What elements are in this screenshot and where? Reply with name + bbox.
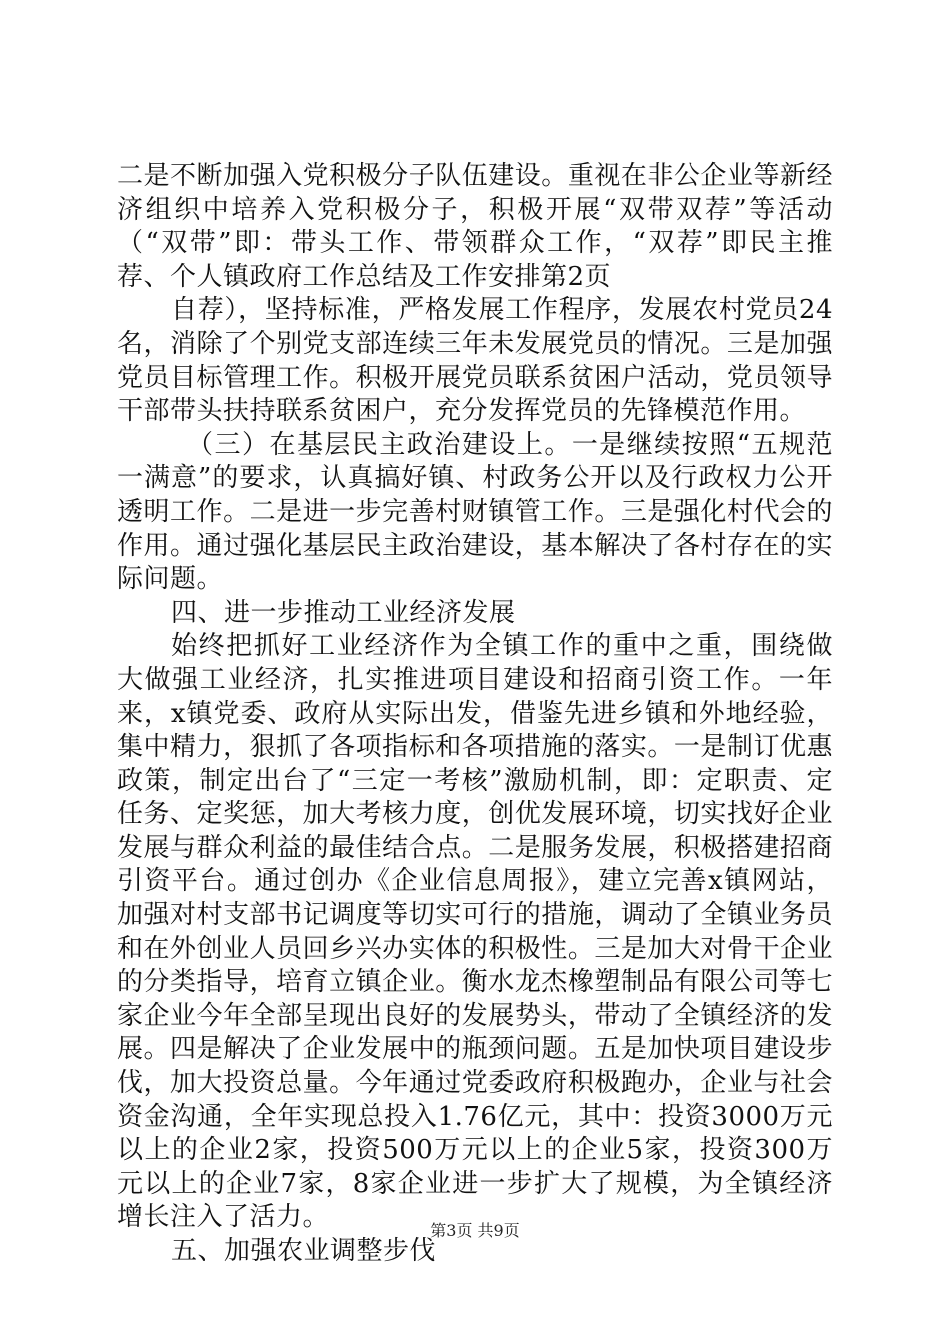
- paragraph-industry: 始终把抓好工业经济作为全镇工作的重中之重，围绕做大做强工业经济，扎实推进项目建设和招商引资工作。一年来，x镇党委、政府从实际出发，借鉴先进乡镇和外地经验，集中精力，狠抓了各项指标和各项措施的落实。一是制订优惠政策，制定出台了“三定一考核”激励机制，即：定职责、定任务、定奖惩，加大考核力度，创优发展环境，切实找好企业发展与群众利益的最佳结合点。二是服务发展，积极搭建招商引资平台。通过创办《企业信息周报》，建立完善x镇网站，加强对村支部书记调度等切实可行的措施，调动了全镇业务员和在外创业人员回乡兴办实体的积极性。三是加大对骨干企业的分类指导，培育立镇企业。衡水龙杰橡塑制品有限公司等七家企业今年全部呈现出良好的发展势头，带动了全镇经济的发展。四是解决了企业发展中的瓶颈问题。五是加快项目建设步伐，加大投资总量。今年通过党委政府积极跑办，企业与社会资金沟通，全年实现总投入1.76亿元，其中：投资3000万元以上的企业2家，投资500万元以上的企业5家，投资300万元以上的企业7家，8家企业进一步扩大了规模，为全镇经济增长注入了活力。: [117, 631, 833, 1233]
- paragraph-party-activists: 二是不断加强入党积极分子队伍建设。重视在非公企业等新经济组织中培养入党积极分子，积极开展“双带双荐”等活动（“双带”即：带头工作、带领群众工作，“双荐”即民主推荐、个人镇政府工作总结及工作安排第2页: [117, 161, 833, 292]
- document-body: [117, 160, 833, 1269]
- section-heading-agriculture: 五、加强农业调整步伐: [171, 1236, 437, 1266]
- paragraph-party-members: 自荐），坚持标准，严格发展工作程序，发展农村党员24名，消除了个别党支部连续三年未发展党员的情况。三是加强党员目标管理工作。积极开展党员联系贫困户活动，党员领导干部带头扶持联系贫困户，充分发挥党员的先锋模范作用。: [117, 295, 833, 427]
- paragraph-grassroots-democracy: （三）在基层民主政治建设上。一是继续按照“五规范一满意”的要求，认真搞好镇、村政务公开以及行政权力公开透明工作。二是进一步完善村财镇管工作。三是强化村代会的作用。通过强化基层民主政治建设，基本解决了各村存在的实际问题。: [117, 429, 833, 595]
- section-heading-industry: 四、进一步推动工业经济发展: [171, 597, 516, 628]
- page-footer: 第3页 共9页: [430, 1221, 520, 1240]
